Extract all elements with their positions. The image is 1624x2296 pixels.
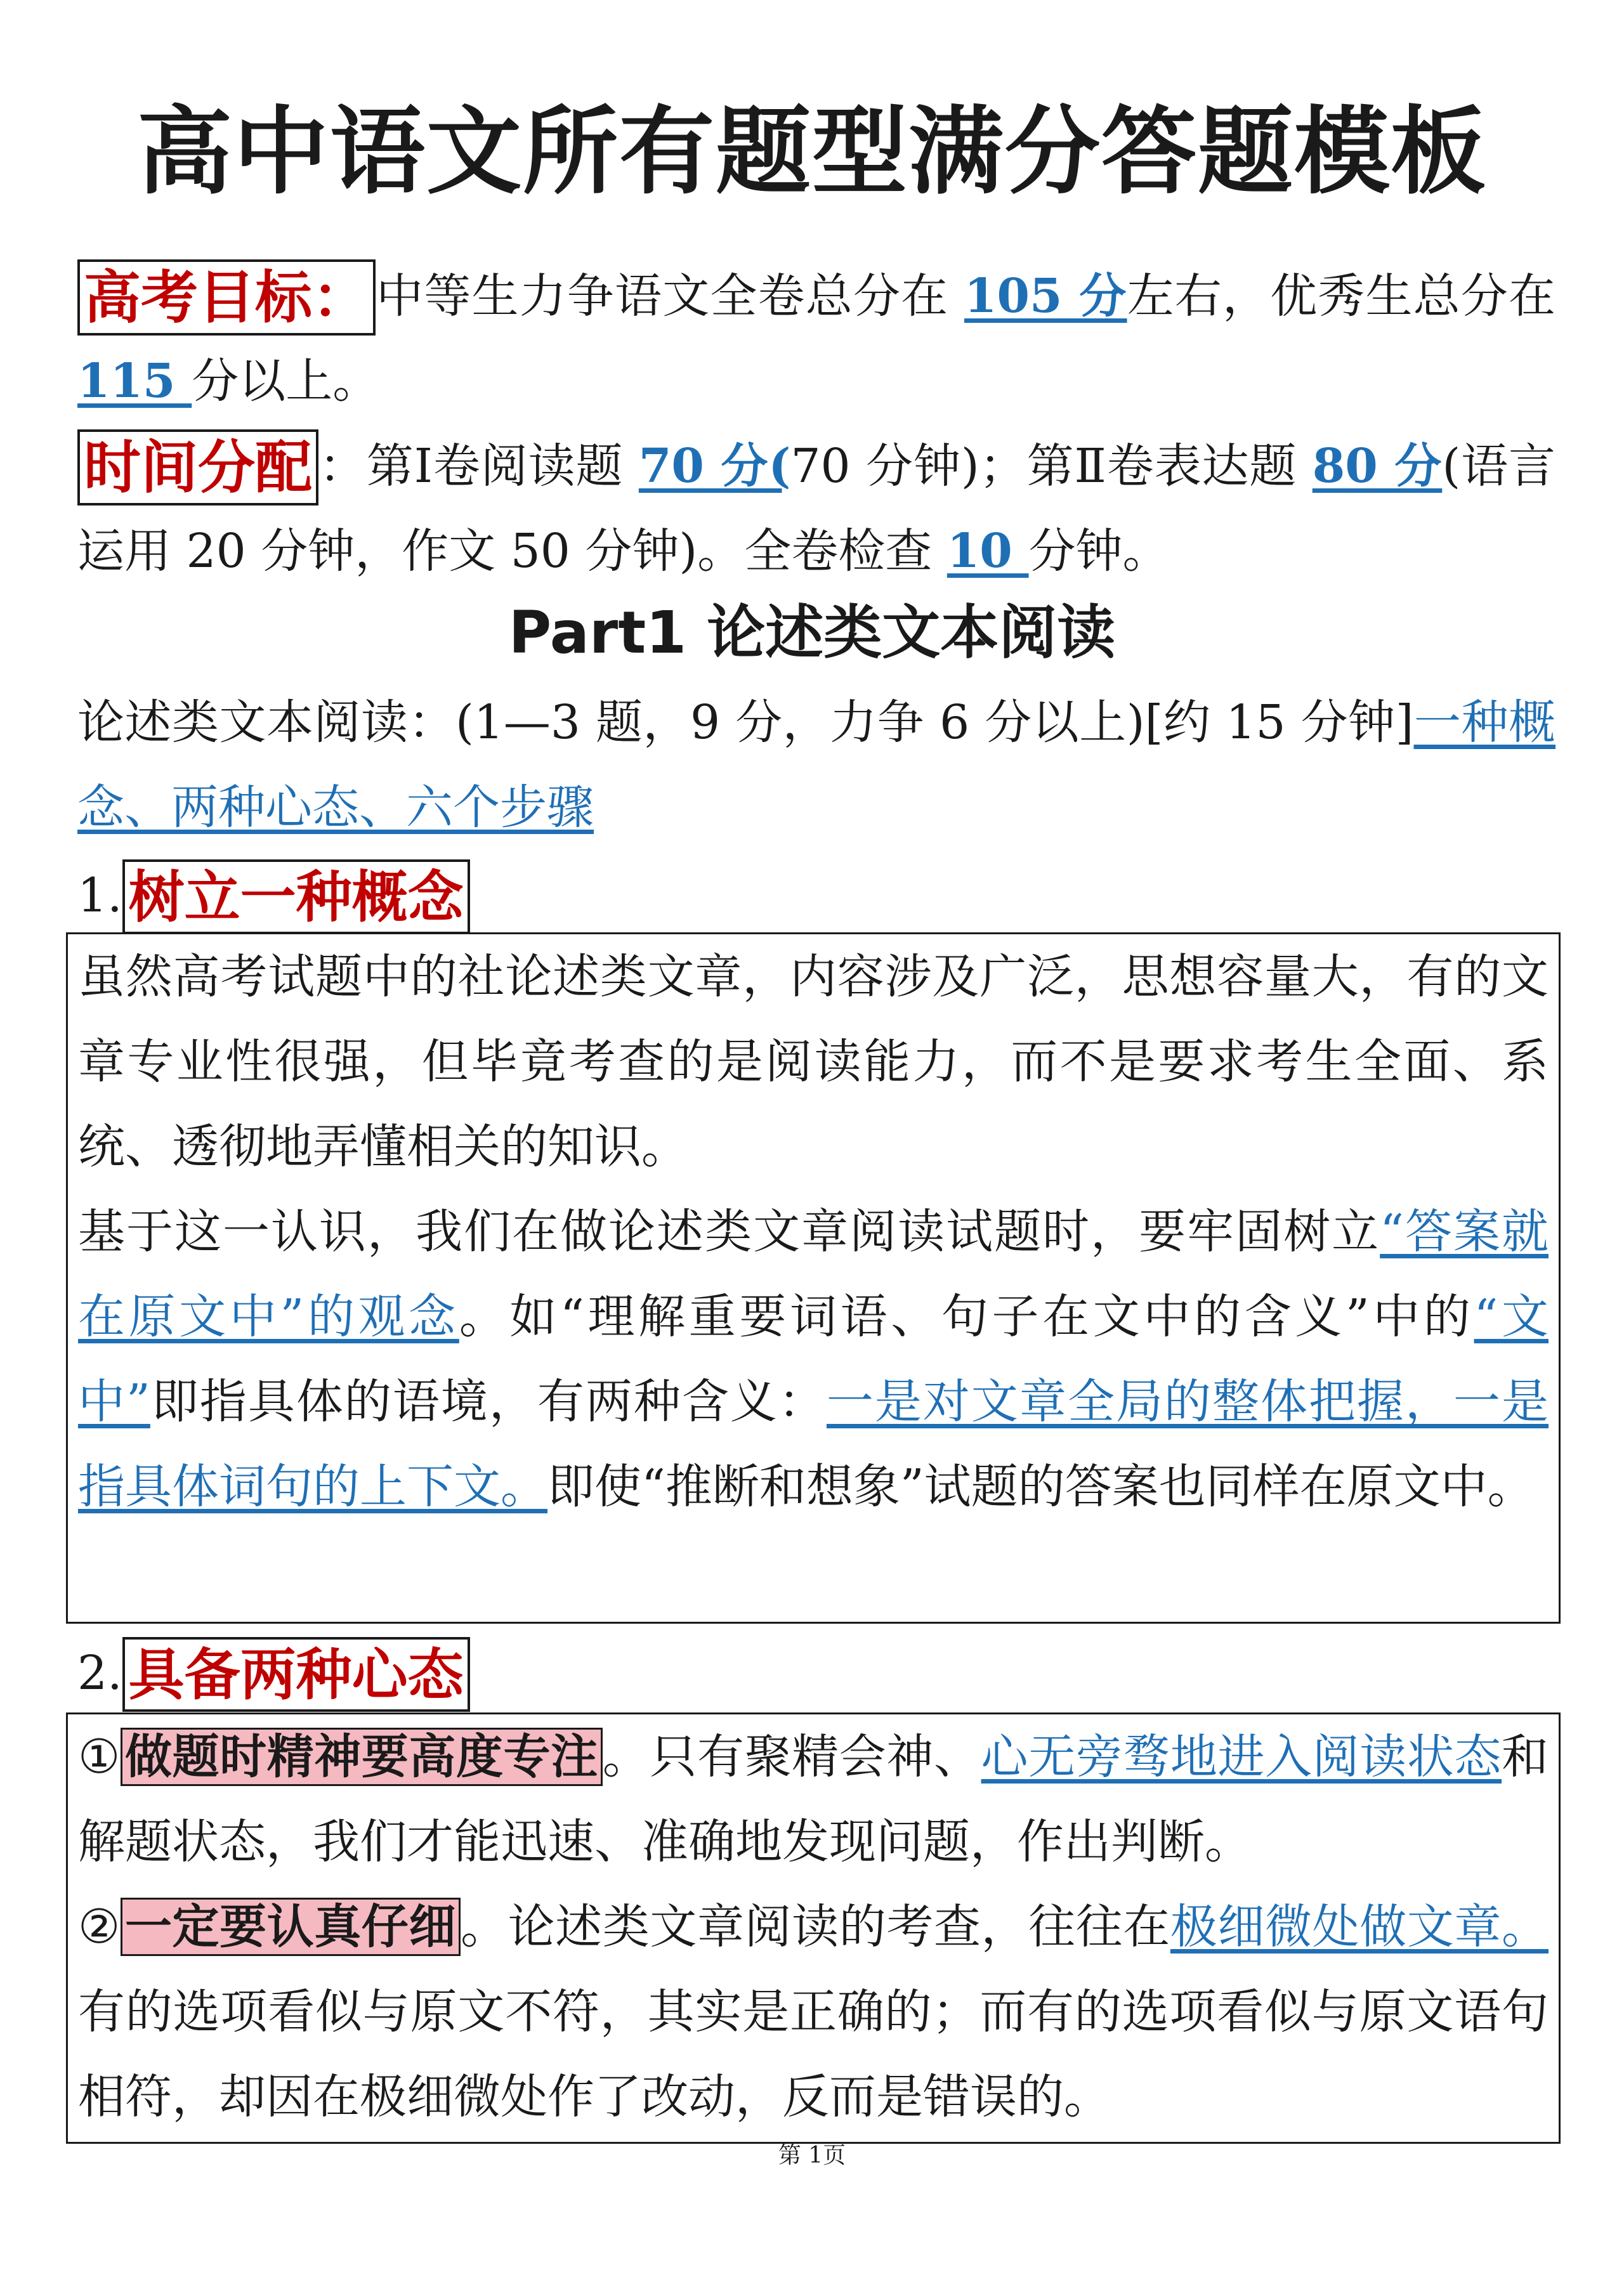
item1-text-2: 和解题状态，我们才能迅速、准确地发现问题，作出判断。 bbox=[78, 1730, 1549, 1869]
section1-p1: 虽然高考试题中的社论述类文章，内容涉及广泛，思想容量大，有的文章专业性很强，但毕竟考查的是阅读能力，而不是要求考生全面、系统、透彻地弄懂相关的知识。 bbox=[78, 949, 1549, 1174]
section1-p2-highlight-3: 一是对文章全局的整体把握，一是指具体词句的上下文。 bbox=[78, 1374, 1549, 1514]
page-footer: 第 1页 bbox=[778, 2143, 846, 2169]
goal-text-2: 左右，优秀生总分在 bbox=[1127, 269, 1556, 323]
section2-item2 bbox=[78, 1884, 1549, 2139]
section2-heading bbox=[77, 1635, 470, 1712]
time-label: 时间分配 bbox=[77, 429, 318, 506]
section2-number: 2. bbox=[77, 1646, 122, 1700]
section1-label: 树立一种概念 bbox=[122, 859, 470, 934]
intro-link: 一种概念、两种心态、六个步骤 bbox=[77, 695, 1556, 835]
item1-link: 心无旁骛地进入阅读状态 bbox=[981, 1730, 1502, 1784]
section1-p2-highlight-2: “文中” bbox=[78, 1289, 1549, 1429]
item2-highlight: 一定要认真仔细 bbox=[121, 1898, 461, 1956]
section1-p2-text-1: 基于这一认识，我们在做论述类文章阅读试题时，要牢固树立 bbox=[78, 1204, 1380, 1259]
goal-text-1: 中等生力争语文全卷总分在 bbox=[376, 269, 964, 323]
section1-p2-text-3: 即指具体的语境，有两种含义： bbox=[150, 1374, 827, 1429]
item2-marker: ② bbox=[78, 1900, 121, 1954]
time-value-1: 70 分( bbox=[638, 439, 791, 493]
goal-score-1: 105 分 bbox=[964, 269, 1127, 323]
document-title: 高中语文所有题型满分答题模板 bbox=[136, 97, 1487, 207]
time-paragraph bbox=[77, 424, 1555, 594]
item2-text-2: 有的选项看似与原文不符，其实是正确的；而有的选项看似与原文语句相符，却因在极细微处作了改动，反而是错误的。 bbox=[78, 1985, 1549, 2124]
item1-text-1: 。只有聚精会神、 bbox=[602, 1730, 981, 1784]
item2-text-1: 。论述类文章阅读的考查，往往在 bbox=[461, 1900, 1170, 1954]
section1-p2-highlight-1: “答案就在原文中”的观念 bbox=[78, 1204, 1549, 1344]
time-value-2: 80 分 bbox=[1312, 439, 1443, 493]
section1-box bbox=[66, 932, 1561, 1624]
goal-text-3: 分以上。 bbox=[192, 354, 380, 408]
section2-item1 bbox=[78, 1714, 1549, 1884]
time-value-3: 10 bbox=[946, 524, 1029, 578]
section1-heading bbox=[77, 858, 470, 934]
section1-number: 1. bbox=[77, 868, 122, 923]
goal-paragraph bbox=[77, 254, 1555, 424]
time-text-4: 分钟。 bbox=[1028, 524, 1170, 578]
section2-label: 具备两种心态 bbox=[122, 1637, 470, 1712]
time-text-2: 70 分钟)；第Ⅱ卷表达题 bbox=[790, 439, 1313, 493]
item1-highlight: 做题时精神要高度专注 bbox=[121, 1728, 603, 1786]
item2-link: 极细微处做文章。 bbox=[1170, 1900, 1549, 1954]
intro-paragraph bbox=[77, 680, 1555, 850]
time-text-1: ：第Ⅰ卷阅读题 bbox=[318, 439, 639, 493]
section1-p2-text-4: 即使“推断和想象”试题的答案也同样在原文中。 bbox=[547, 1459, 1535, 1514]
goal-label: 高考目标： bbox=[77, 259, 376, 336]
goal-score-2: 115 bbox=[77, 354, 192, 408]
section2-box bbox=[66, 1712, 1561, 2144]
item1-marker: ① bbox=[78, 1730, 121, 1784]
time-text-3: (语言运用 20 分钟，作文 50 分钟)。全卷检查 bbox=[77, 439, 1555, 578]
section1-p2-text-2: 。如“理解重要词语、句子在文中的含义”中的 bbox=[459, 1289, 1474, 1344]
part-heading: Part1 论述类文本阅读 bbox=[508, 599, 1116, 667]
intro-text: 论述类文本阅读：(1—3 题，9 分，力争 6 分以上)[约 15 分钟] bbox=[77, 695, 1414, 750]
section1-p2 bbox=[78, 1189, 1549, 1529]
